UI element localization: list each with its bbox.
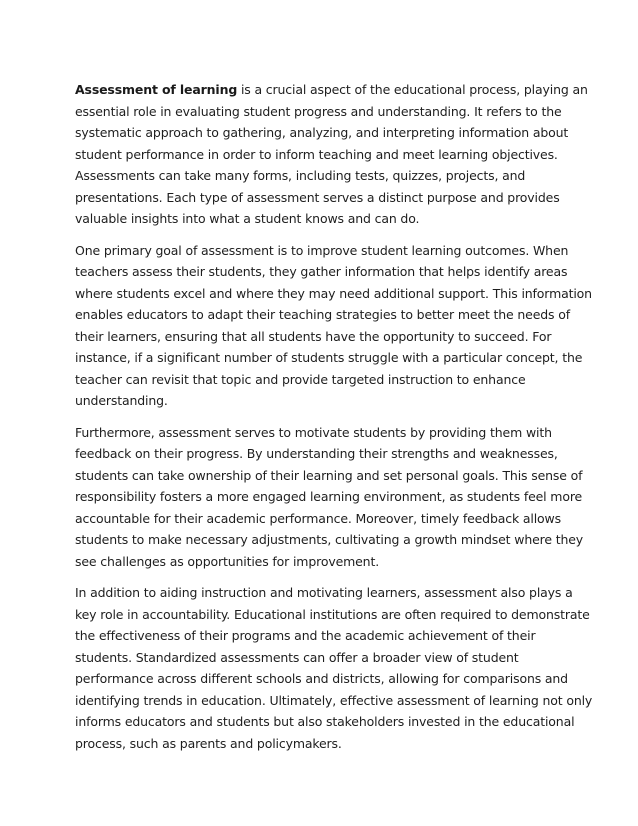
paragraph-text: One primary goal of assessment is to improve student learning outcomes. When teachers assess their students, they gather information that helps identify areas where students excel and where they may need additional support. This information enables educators to adapt their teaching strategies to better meet the needs of their learners, ensuring that all students have the opportunity to succeed. For instance, if a significant number of students struggle with a particular concept, the teacher can revisit that topic and provide targeted instruction to enhance understanding.: [75, 242, 592, 408]
lead-term: Assessment of learning: [75, 82, 238, 97]
document-body: [75, 79, 593, 764]
paragraph-motivation: [75, 422, 593, 573]
paragraph-intro: [75, 79, 593, 230]
paragraph-text: In addition to aiding instruction and motivating learners, assessment also plays a key role in accountability. Educational institutions are often required to demonstrate the effectiveness of their programs and the academic achievement of their students. Standardized assessments can offer a broader view of student performance across different schools and districts, allowing for comparisons and identifying trends in education. Ultimately, effective assessment of learning not only informs educators and students but also stakeholders invested in the educational process, such as parents and policymakers.: [75, 585, 593, 751]
paragraph-text: is a crucial aspect of the educational process, playing an essential role in evaluating student progress and understanding. It refers to the systematic approach to gathering, analyzing, and interpreting information about student performance in order to inform teaching and meet learning objectives. Assessments can take many forms, including tests, quizzes, projects, and presentations. Each type of assessment serves a distinct purpose and provides valuable insights into what a student knows and can do.: [75, 82, 588, 226]
paragraph-learning-outcomes: [75, 240, 593, 412]
paragraph-accountability: [75, 582, 593, 754]
paragraph-text: Furthermore, assessment serves to motivate students by providing them with feedback on their progress. By understanding their strengths and weaknesses, students can take ownership of their learning and set personal goals. This sense of responsibility fosters a more engaged learning environment, as students feel more accountable for their academic performance. Moreover, timely feedback allows students to make necessary adjustments, cultivating a growth mindset where they see challenges as opportunities for improvement.: [75, 424, 584, 569]
